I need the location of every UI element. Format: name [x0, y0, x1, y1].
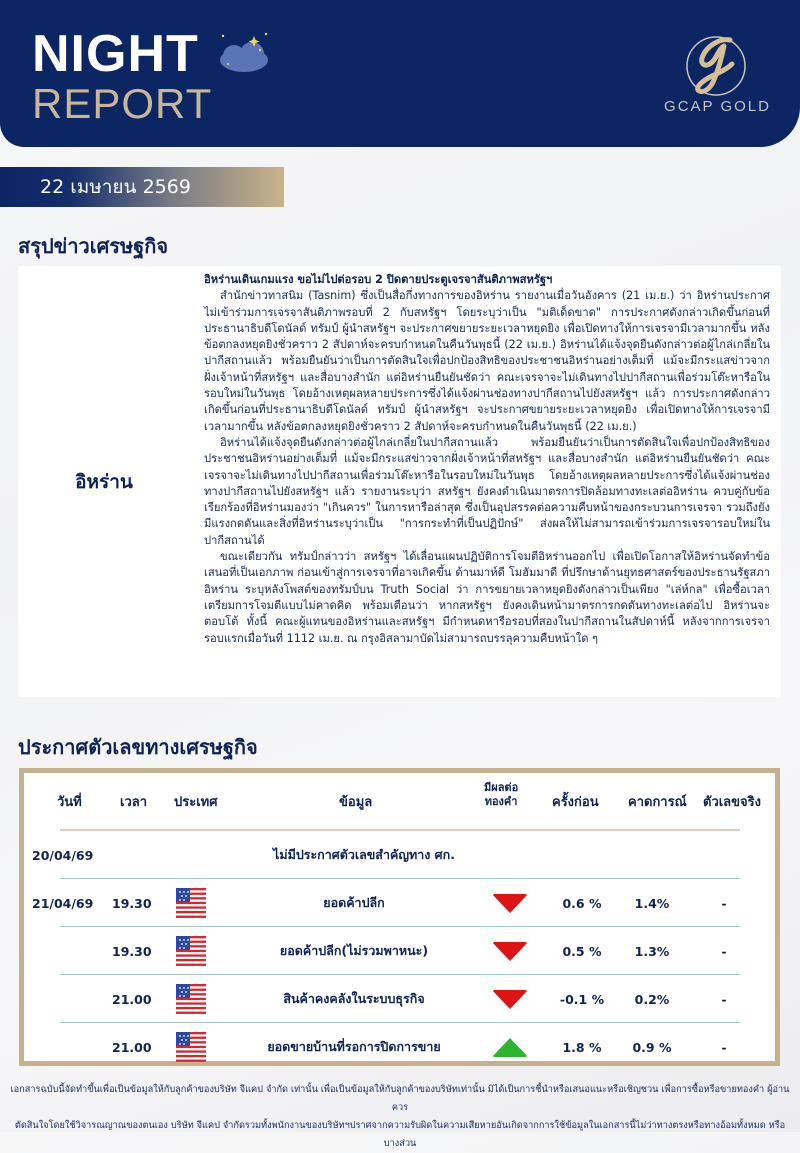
table-row — [24, 879, 775, 927]
news-topic: อิหร่าน — [75, 470, 133, 493]
col-gold-impact — [484, 781, 518, 809]
row-previous: 1.8 % — [562, 1039, 602, 1055]
date-banner — [0, 167, 284, 207]
col-time: เวลา — [120, 795, 148, 810]
impact-down-icon — [492, 894, 528, 913]
table-row — [24, 831, 775, 879]
disclaimer-line-1: เอกสารฉบับนี้จัดทำขึ้นเพื่อเป็นข้อมูลให้กับลูกค้าของบริษัท จีแคป จำกัด เท่านั้น เพื่อเป็นข้อมูลให้กับลูกค้าของบริษัทเท่านั้น มิได้เป็นการชี้นำหรือเสนอแนะหรือเชิญชวน เพื่อการซื้อหรือขายทองคำ ผู้อ่านควร — [10, 1084, 790, 1113]
table-header — [24, 773, 775, 831]
row-time: 19.30 — [112, 943, 152, 959]
econ-calendar-table — [19, 768, 780, 1066]
col-previous: ครั้งก่อน — [552, 795, 599, 810]
row-time: 21.00 — [112, 991, 152, 1007]
row-forecast: 1.3% — [634, 943, 670, 959]
news-card — [18, 266, 781, 697]
row-info: ยอดค้าปลีก(ไม่รวมพาหนะ) — [279, 943, 429, 958]
news-body — [204, 272, 770, 647]
row-info: สินค้าคงคลังในระบบธุรกิจ — [283, 991, 425, 1006]
row-forecast — [629, 831, 675, 879]
us-flag-icon — [176, 888, 206, 918]
econ-section-title: ประกาศตัวเลขทางเศรษฐกิจ — [18, 735, 258, 759]
table-row — [24, 1023, 775, 1071]
title-report: REPORT — [32, 80, 213, 127]
col-date: วันที่ — [57, 795, 82, 810]
row-actual: - — [721, 895, 727, 911]
row-previous: 0.5 % — [562, 943, 602, 959]
impact-up-icon — [492, 1038, 528, 1057]
us-flag-icon — [176, 984, 206, 1014]
row-actual: - — [721, 943, 727, 959]
col-country: ประเทศ — [174, 795, 218, 810]
impact-down-icon — [492, 942, 528, 961]
brand-name: GCAP GOLD — [664, 98, 771, 115]
impact-down-icon — [492, 990, 528, 1009]
us-flag-icon — [176, 936, 206, 966]
title-night: NIGHT — [32, 25, 199, 83]
news-headline: อิหร่านเดินเกมแรง ขอไม่ไปต่อรอบ 2 ปิดตายประตูเจรจาสันติภาพสหรัฐฯ — [204, 273, 553, 286]
moon-cloud-icon — [218, 28, 270, 76]
col-gold-impact-line2: ทองคำ — [484, 795, 518, 808]
news-paragraph: ขณะเดียวกัน ทรัมป์กล่าวว่า สหรัฐฯ ได้เลื่อนแผนปฏิบัติการโจมตีอิหร่านออกไป เพื่อเปิดโอกาสให้อิหร่านจัดทำข้อเสนอที่เป็นเอกภาพ ก่อนเข้าสู่การเจรจาที่อาจเกิดขึ้น ด้านมาห์ดี โมฮัมมาดี ที่ปรึกษาด้านยุทธศาสตร์ของประธานรัฐสภาอิหร่าน ระบุหลังโพสต์ของทรัมป์บน Truth Social ว่า การขยายเวลาหยุดยิงดังกล่าวเป็นเพียง "เล่ห์กล" เพื่อซื้อเวลาเตรียมการโจมตีแบบไม่คาดคิด พร้อมเตือนว่า หากสหรัฐฯ ยังคงเดินหน้ามาตรการกดดันทางทะเลต่อไป อิหร่านจะตอบโต้ ทั้งนี้ คณะผู้แทนของอิหร่านและสหรัฐฯ มีกำหนดหารือรอบที่สองในปากีสถานในสัปดาห์นี้ หลังจากการเจรจารอบแรกเมื่อวันที่ 1112 เม.ย. ณ กรุงอิสลามาบัดไม่สามารถบรรลุความคืบหน้าใด ๆ — [204, 550, 770, 645]
row-info: ยอดขายบ้านที่รอการปิดการขาย — [267, 1039, 441, 1054]
row-actual — [714, 831, 734, 879]
row-previous: -0.1 % — [559, 991, 605, 1007]
news-section-title: สรุปข่าวเศรษฐกิจ — [18, 234, 169, 258]
table-row — [24, 927, 775, 975]
row-date: 20/04/69 — [32, 847, 94, 863]
col-info: ข้อมูล — [339, 795, 373, 810]
col-forecast: คาดการณ์ — [628, 795, 687, 810]
row-info: ไม่มีประกาศตัวเลขสำคัญทาง ศก. — [273, 847, 455, 862]
row-previous — [554, 831, 610, 879]
col-gold-impact-line1: มีผลต่อ — [484, 781, 519, 794]
row-date: 21/04/69 — [32, 895, 94, 911]
row-forecast: 1.4% — [634, 895, 670, 911]
news-paragraph: อิหร่านได้แจ้งจุดยืนดังกล่าวต่อผู้ไกล่เกลี่ยในปากีสถานแล้ว พร้อมยืนยันว่าเป็นการตัดสินใจเพื่อปกป้องสิทธิของประชาชนอิหร่านอย่างเต็มที่ แม้จะมีกระแสข่าวจากฝั่งเจ้าหน้าที่สหรัฐฯ และสื่อบางสำนัก แต่อิหร่านยืนยันชัดว่า คณะเจรจาจะไม่เดินทางไปปากีสถานเพื่อร่วมโต๊ะหารือในรอบใหม่ในวันพุธ โดยอ้างเหตุผลหลายประการซึ่งได้แจ้งผ่านช่องทางปากีสถานไปยังสหรัฐฯ แล้ว รายงานระบุว่า สหรัฐฯ ยังคงดำเนินมาตรการปิดล้อมทางทะเลต่ออิหร่าน ควบคู่กับข้อเรียกร้องที่อิหร่านมองว่า "เกินควร" ในการหารือล่าสุด ซึ่งเป็นอุปสรรคต่อความคืบหน้าของกระบวนการเจรจา รวมถึงยังมีแรงกดดันและสิ่งที่อิหร่านระบุว่าเป็น "การกระทำที่เป็นปฏิปักษ์" ส่งผลให้ไม่สามารถเข้าร่วมการเจรจารอบใหม่ในปากีสถานได้ — [204, 435, 770, 547]
row-time: 19.30 — [112, 895, 152, 911]
disclaimer — [10, 1081, 790, 1153]
disclaimer-line-2: ตัดสินใจโดยใช้วิจารณญาณของตนเอง บริษัท จีแคป จำกัดรวมทั้งพนักงานของบริษัทฯปราศจากความรับผิดในความเสียหายอันเกิดจากการใช้ข้อมูลในเอกสารนี้ไม่ว่าทางตรงหรือทางอ้อมทั้งหมด หรือบางส่วน — [14, 1120, 786, 1149]
news-paragraph: สำนักข่าวทาสนิม (Tasnim) ซึ่งเป็นสื่อกึ่งทางการของอิหร่าน รายงานเมื่อวันอังคาร (21 เม.ย.) ว่า อิหร่านประกาศไม่เข้าร่วมการเจรจาสันติภาพรอบที่ 2 กับสหรัฐฯ โดยระบุว่าเป็น "มติเด็ดขาด" การประกาศดังกล่าวเกิดขึ้นก่อนที่ประธานาธิบดีโดนัลด์ ทรัมป์ ผู้นำสหรัฐฯ จะประกาศขยายระยะเวลาหยุดยิง เพื่อเปิดทางให้การเจรจามีเวลามากขึ้น หลังข้อตกลงหยุดยิงชั่วคราว 2 สัปดาห์จะครบกำหนดในคืนวันพุธนี้ (22 เม.ย.) อิหร่านได้แจ้งจุดยืนดังกล่าวต่อผู้ไกล่เกลี่ยในปากีสถานแล้ว พร้อมยืนยันว่าเป็นการตัดสินใจเพื่อปกป้องสิทธิของประชาชนอิหร่านอย่างเต็มที่ แม้จะมีกระแสข่าวจากฝั่งเจ้าหน้าที่สหรัฐฯ และสื่อบางสำนัก แต่อิหร่านยืนยันชัดว่า คณะเจรจาจะไม่เดินทางไปปากีสถานเพื่อร่วมโต๊ะหารือในรอบใหม่ในวันพุธ โดยอ้างเหตุผลหลายประการซึ่งได้แจ้งผ่านช่องทางปากีสถานไปยังสหรัฐฯ แล้ว การประกาศดังกล่าวเกิดขึ้นก่อนที่ประธานาธิบดีโดนัลด์ ทรัมป์ ผู้นำสหรัฐฯ จะประกาศขยายระยะเวลาหยุดยิง เพื่อเปิดทางให้การเจรจามีเวลามากขึ้น หลังข้อตกลงหยุดยิงชั่วคราว 2 สัปดาห์จะครบกำหนดในคืนวันพุธนี้ (22 เม.ย.) — [204, 289, 770, 433]
us-flag-icon — [176, 1032, 206, 1062]
row-forecast: 0.2% — [634, 991, 670, 1007]
gcap-gold-logo — [680, 30, 752, 102]
row-time: 21.00 — [112, 1039, 152, 1055]
row-forecast: 0.9 % — [632, 1039, 672, 1055]
col-actual: ตัวเลขจริง — [703, 795, 761, 810]
row-info: ยอดค้าปลีก — [323, 895, 385, 910]
table-row — [24, 975, 775, 1023]
row-actual: - — [721, 991, 727, 1007]
row-actual: - — [721, 1039, 727, 1055]
report-date: 22 เมษายน 2569 — [40, 176, 191, 198]
report-header — [0, 0, 800, 147]
row-previous: 0.6 % — [562, 895, 602, 911]
